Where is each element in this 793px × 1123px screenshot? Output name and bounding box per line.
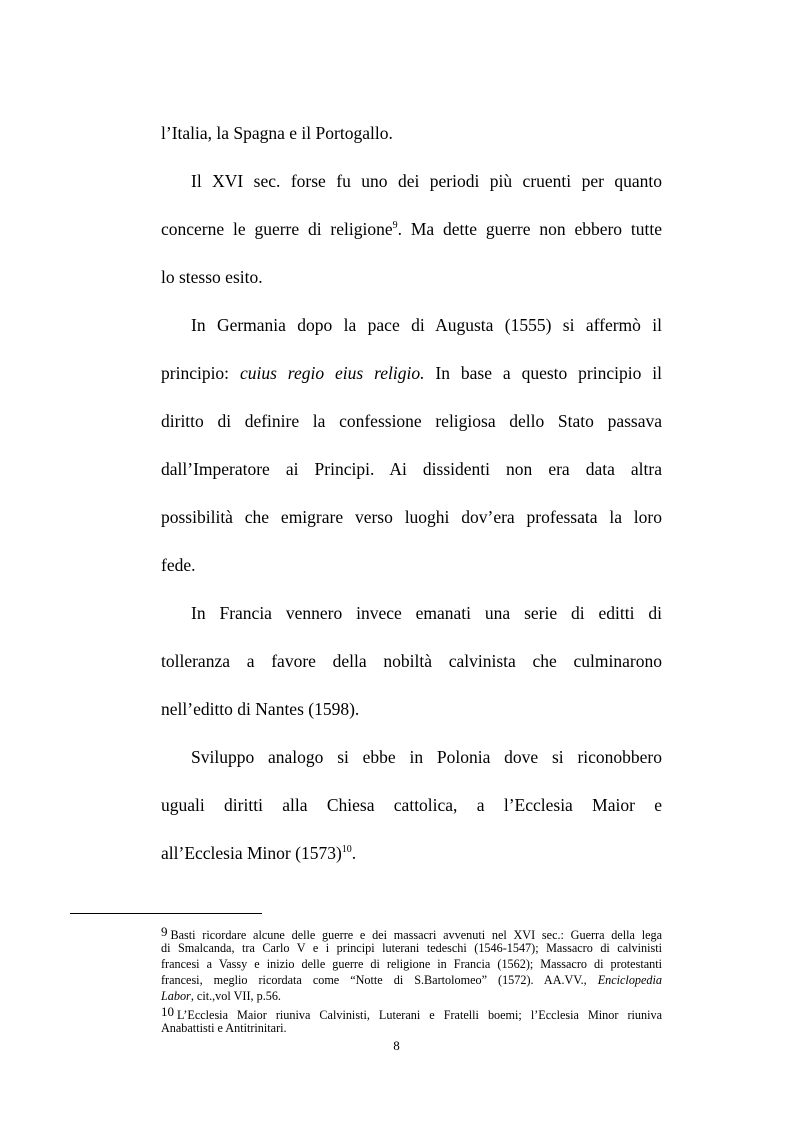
body-line: concerne le guerre di religione$^9$. Ma dette guerre non ebbero tutte xyxy=(161,219,662,239)
body-line: lo stesso esito. xyxy=(161,267,263,287)
footnote-ref-10: 10 xyxy=(341,844,352,856)
body-line: l’Italia, la Spagna e il Portogallo. xyxy=(161,123,393,143)
footnote-9-line: Labor, cit.,vol VII, p.56. xyxy=(161,989,281,1003)
body-line: fede. xyxy=(161,555,196,575)
footnote-9-line: francesi a Vassy e inizio delle guerre di religione in Francia (1562); Massacro di protestanti xyxy=(161,957,662,971)
body-line: principio: cuius regio eius religio. In base a questo principio il xyxy=(161,363,662,383)
footnote-number: 9 xyxy=(161,924,168,939)
body-line: In Francia vennero invece emanati una serie di editti di xyxy=(191,603,662,623)
body-line: nell’editto di Nantes (1598). xyxy=(161,699,360,719)
page-number: 8 xyxy=(393,1038,400,1053)
body-line: possibilità che emigrare verso luoghi dov’era professata la loro xyxy=(161,507,662,527)
footnote-9-line: di Smalcanda, tra Carlo V e i principi luterani tedeschi (1546-1547); Massacro di calvinisti xyxy=(161,941,662,955)
footnote-separator xyxy=(70,913,262,914)
body-line: uguali diritti alla Chiesa cattolica, a l’Ecclesia Maior e xyxy=(161,795,662,815)
footnote-number: 10 xyxy=(161,1004,174,1019)
footnote-9-line: 9 Basti ricordare alcune delle guerre e dei massacri avvenuti nel XVI sec.: Guerra della lega xyxy=(161,924,662,942)
footnote-10-line: 10 L’Ecclesia Maior riuniva Calvinisti, Luterani e Fratelli boemi; l’Ecclesia Minor riuniva xyxy=(161,1004,662,1022)
body-line: tolleranza a favore della nobiltà calvinista che culminarono xyxy=(161,651,662,671)
footnote-ref-9: 9 xyxy=(392,220,398,232)
body-line: Il XVI sec. forse fu uno dei periodi più cruenti per quanto xyxy=(191,171,662,191)
latin-phrase: cuius regio eius religio. xyxy=(239,363,425,383)
footnote-9-line: francesi, meglio ricordata come “Notte di S.Bartolomeo” (1572). AA.VV., Enciclopedia xyxy=(161,973,662,987)
body-line: Sviluppo analogo si ebbe in Polonia dove si riconobbero xyxy=(191,747,662,767)
body-line: all’Ecclesia Minor $(1573)^{10}$. xyxy=(161,843,357,863)
body-line: dall’Imperatore ai Principi. Ai dissidenti non era data altra xyxy=(161,459,662,479)
body-line: diritto di definire la confessione religiosa dello Stato passava xyxy=(161,411,662,431)
footnote-10-line: Anabattisti e Antitrinitari. xyxy=(161,1021,287,1035)
body-line: In Germania dopo la pace di Augusta (1555) si affermò il xyxy=(191,315,662,335)
